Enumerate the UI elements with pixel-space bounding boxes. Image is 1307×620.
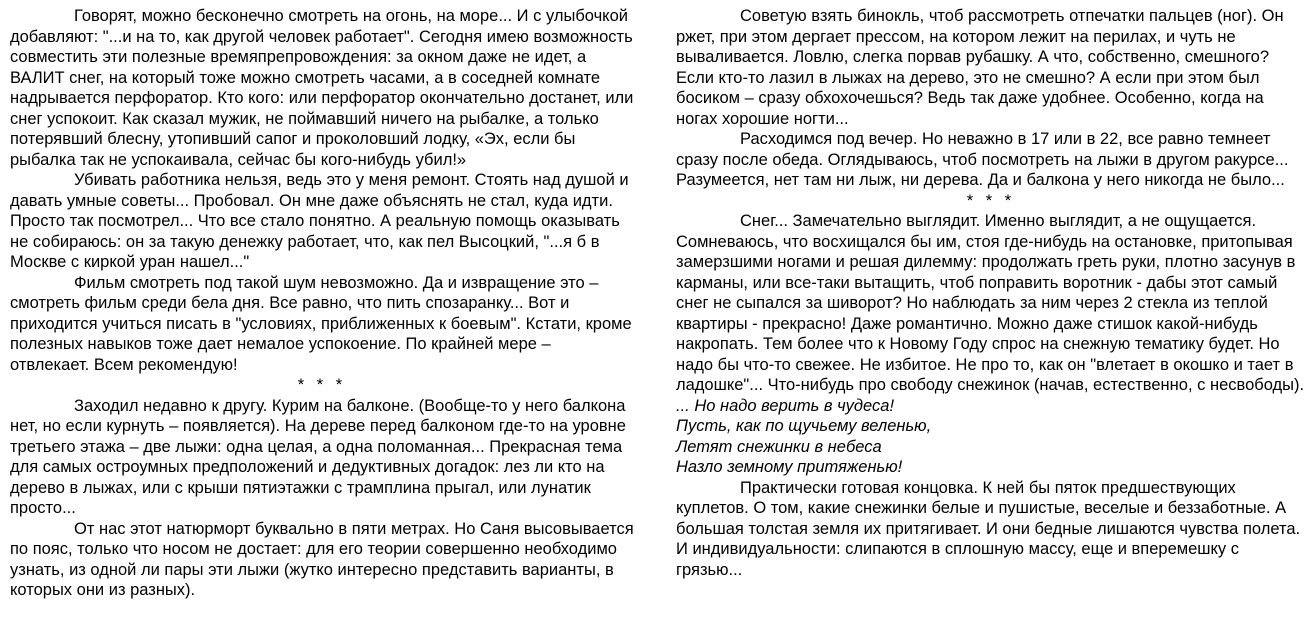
paragraph: Расходимся под вечер. Но неважно в 17 или в 22, все равно темнеет сразу после обеда. Оглядываюсь, чтоб посмотреть на лыжи в другом ракурсе... Разумеется, нет там ни лыж, ни дерева. Да и балкона у него никогда не было... — [676, 130, 1289, 189]
verse-line: Летят снежинки в небеса — [676, 437, 882, 456]
paragraph: Фильм смотреть под такой шум невозможно. Да и извращение это – смотреть фильм среди бела дня. Все равно, что пить спозаранку... Вот и приходится учиться писать в "условиях, приближенных к боевым". Кстати, кроме полезных навыков тоже дает немалое успокоение. По крайней мере – отвлекает. Всем рекомендую! — [10, 273, 632, 374]
section-separator: * * * — [297, 376, 347, 394]
verse-line: ... Но надо верить в чудеса! — [676, 396, 895, 415]
paragraph: От нас этот натюрморт буквально в пяти метрах. Но Саня высовывается по пояс, только что носом не достает: для его теории совершенно необходимо узнать, из одной ли пары эти лыжи (жутко интересно представить варианты, в которых они из разных). — [10, 519, 634, 599]
left-column — [10, 6, 634, 601]
paragraph: Практически готовая концовка. К ней бы пяток предшествующих куплетов. О том, какие снежинки белые и пушистые, веселые и беззаботные. А большая толстая земля их притягивает. И они бедные лишаются чувства полета. И индивидуальности: слипаются в сплошную массу, еще и вперемешку с грязью... — [676, 478, 1301, 579]
paragraph: Заходил недавно к другу. Курим на балконе. (Вообще-то у него балкона нет, но если курнуть – появляется). На дереве перед балконом где-то на уровне третьего этажа – две лыжи: одна целая, а одна поломанная... Прекрасная тема для самых остроумных предположений и дедуктивных догадок: лез ли кто на дерево в лыжах, или с крыши пятиэтажки с трамплина прыгал, или лунатик просто... — [10, 396, 626, 517]
paragraph: Убивать работника нельзя, ведь это у меня ремонт. Стоять над душой и давать умные советы... Пробовал. Он мне даже объяснять не стал, куда идти. Просто так посмотрел... Что все стало понятно. А реальную помощь оказывать не собираюсь: он за такую денежку работает, что, как пел Высоцкий, "...я б в Москве с киркой уран нашел..." — [10, 171, 629, 271]
paragraph: Говорят, можно бесконечно смотреть на огонь, на море... И с улыбочкой добавляют: "...и на то, как другой человек работает". Сегодня имею возможность совместить эти полезные времяпрепровождения: за окном даже не идет, а ВАЛИТ снег, на который тоже можно смотреть часами, а в соседней комнате надрывается перфоратор. Кто кого: или перфоратор окончательно достанет, или снег успокоит. Как сказал мужик, не поймавший ничего на рыбалке, а только потерявший блесну, утопивший сапог и проколовший лодку, «Эх, если бы рыбалка так не успокаивала, сейчас бы кого-нибудь убил!» — [10, 7, 634, 169]
verse-line: Пусть, как по щучьему веленью, — [676, 417, 932, 435]
section-separator: * * * — [966, 191, 1016, 210]
verse-line: Назло земному притяженью! — [676, 458, 903, 476]
right-column — [676, 6, 1306, 580]
poem-verse — [676, 396, 1306, 478]
paragraph: Снег... Замечательно выглядит. Именно выглядит, а не ощущается. Сомневаюсь, что восхищался бы им, стоя где-нибудь на остановке, притопывая замерзшими ногами и решая дилемму: продолжать греть руки, плотно засунув в карманы, или все-таки вытащить, чтоб поправить воротник - дабы этот самый снег не сыпался за шиворот? Но наблюдать за ним через 2 стекла из теплой квартиры - прекрасно! Даже романтично. Можно даже стишок какой-нибудь накропать. Тем более что к Новому Году спрос на снежную тематику будет. Но надо бы что-то свежее. Не избитое. Не про то, как он "влетает в окошко и тает в ладошке"... Что-нибудь про свободу снежинок (начав, естественно, с несвободы). — [676, 212, 1305, 394]
paragraph: Советую взять бинокль, чтоб рассмотреть отпечатки пальцев (ног). Он ржет, при этом дергает прессом, на котором лежит на перилах, и чуть не вываливается. Ловлю, слегка порвав рубашку. А что, собственно, смешного? Если кто-то лазил в лыжах на дерево, это не смешно? А если при этом был босиком – сразу обхохочешься? Ведь так даже удобнее. Особенно, когда на ногах хорошие ногти... — [676, 7, 1284, 128]
